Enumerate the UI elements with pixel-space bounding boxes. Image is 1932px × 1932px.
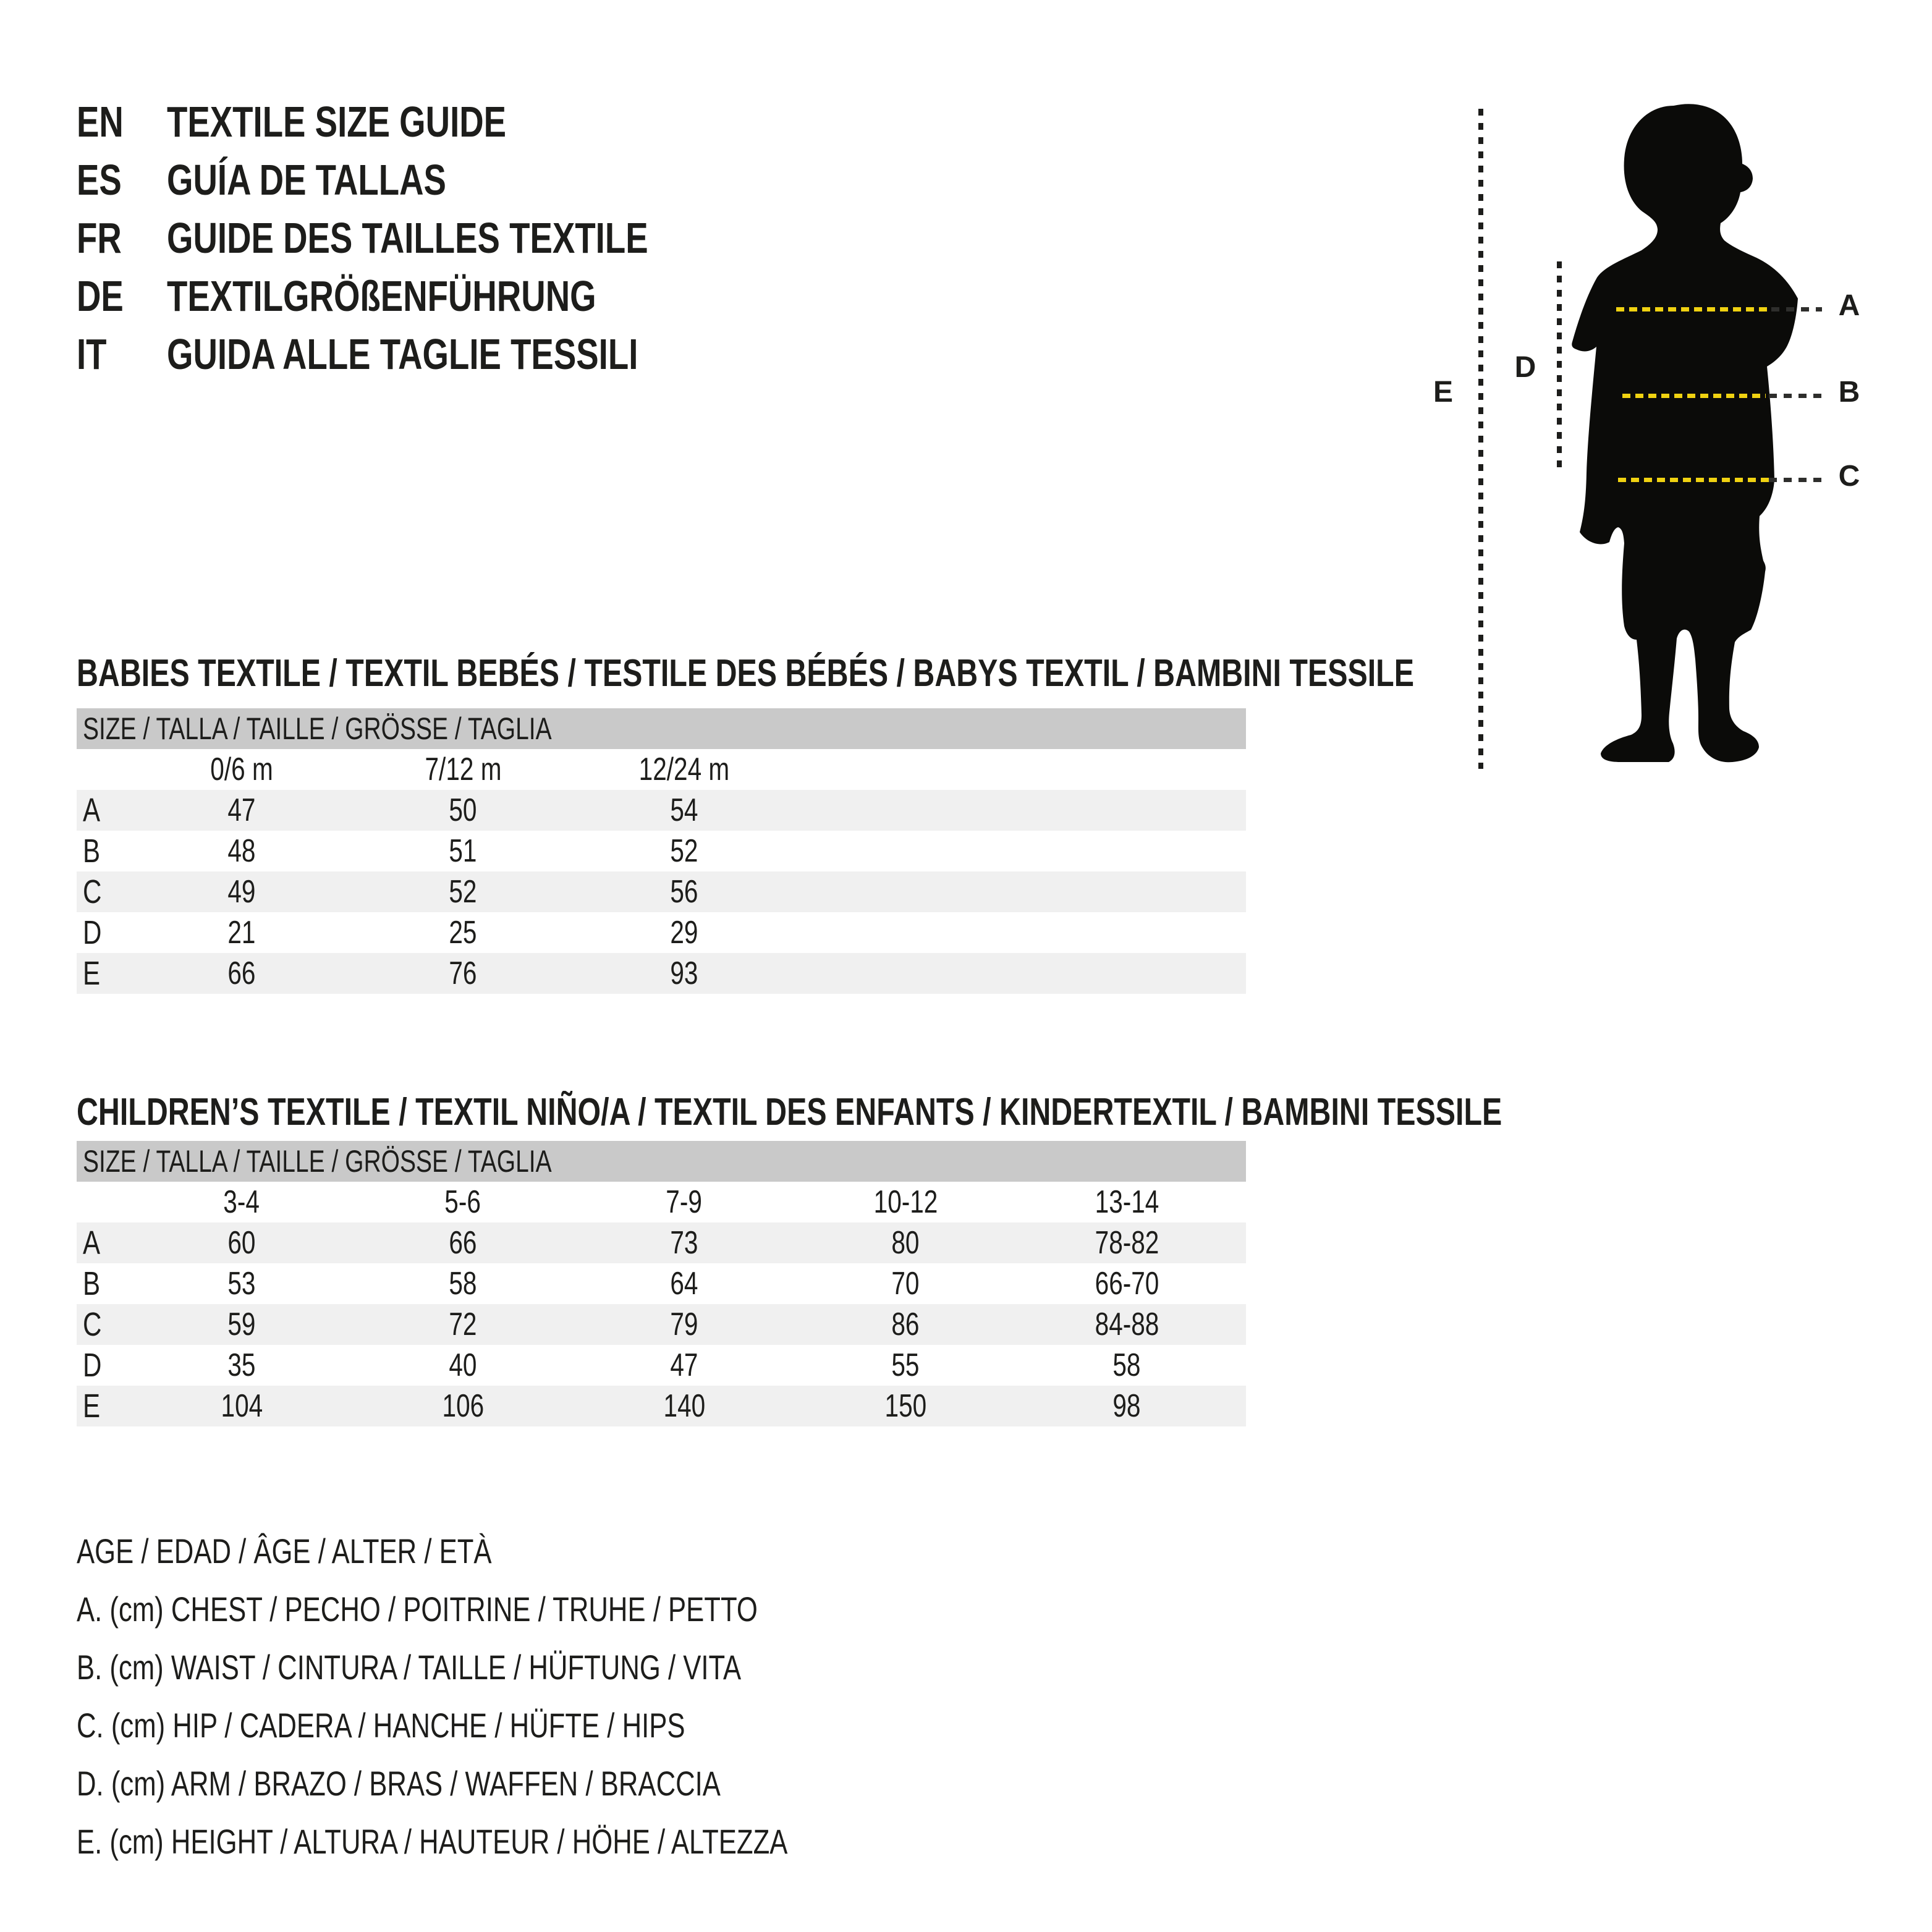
- legend-line-hip: C. (cm) HIP / CADERA / HANCHE / HÜFTE / HIPS: [77, 1705, 685, 1745]
- table-row: [77, 790, 1246, 831]
- children-table-header: SIZE / TALLA / TAILLE / GRÖSSE / TAGLIA: [77, 1141, 1246, 1182]
- language-code: FR: [77, 214, 122, 262]
- value-cell: 35: [227, 1347, 256, 1383]
- value-cell: 72: [449, 1307, 477, 1342]
- language-title: TEXTILGRÖßENFÜHRUNG: [167, 272, 596, 320]
- waist-measure-leader: [1769, 394, 1822, 398]
- value-cell: 76: [449, 955, 477, 991]
- column-header: 12/24 m: [638, 752, 730, 787]
- language-code: DE: [77, 272, 124, 320]
- language-row-fr: [77, 209, 784, 267]
- value-cell: 140: [663, 1388, 705, 1424]
- row-label: C: [83, 1306, 102, 1343]
- language-code: EN: [77, 98, 124, 146]
- value-cell: 58: [449, 1266, 477, 1302]
- row-label: D: [83, 1347, 102, 1384]
- value-cell: 55: [891, 1347, 920, 1383]
- language-row-it: [77, 325, 784, 383]
- value-cell: 93: [670, 955, 698, 991]
- value-cell: 51: [449, 833, 477, 869]
- language-code: ES: [77, 156, 122, 204]
- language-title: GUIDE DES TAILLES TEXTILE: [167, 214, 648, 262]
- row-label: E: [83, 955, 101, 992]
- column-header: 5-6: [444, 1184, 481, 1220]
- hip-measure-line: [1618, 478, 1769, 482]
- value-cell: 84-88: [1095, 1307, 1159, 1342]
- value-cell: 49: [227, 874, 256, 910]
- value-cell: 58: [1112, 1347, 1141, 1383]
- babies-size-table: [77, 708, 1246, 994]
- language-title: GUÍA DE TALLAS: [167, 156, 446, 204]
- value-cell: 98: [1112, 1388, 1141, 1424]
- babies-column-header-row: [77, 749, 1246, 790]
- value-cell: 54: [670, 792, 698, 828]
- value-cell: 47: [227, 792, 256, 828]
- figure-label-d: D: [1514, 351, 1536, 384]
- value-cell: 79: [670, 1307, 698, 1342]
- chest-measure-leader: [1771, 307, 1822, 311]
- table-row: [77, 1263, 1246, 1304]
- legend-line-age: AGE / EDAD / ÂGE / ALTER / ETÀ: [77, 1531, 492, 1570]
- column-header: 0/6 m: [210, 752, 273, 787]
- value-cell: 66: [449, 1225, 477, 1261]
- children-column-header-row: [77, 1182, 1246, 1222]
- value-cell: 86: [891, 1307, 920, 1342]
- value-cell: 106: [442, 1388, 484, 1424]
- figure-label-e: E: [1433, 376, 1453, 409]
- value-cell: 104: [221, 1388, 263, 1424]
- value-cell: 21: [227, 915, 256, 951]
- child-silhouette: [1570, 102, 1800, 768]
- language-list: [77, 93, 784, 383]
- row-label: D: [83, 914, 102, 951]
- row-label: C: [83, 873, 102, 910]
- table-row: [77, 871, 1246, 912]
- table-row: [77, 1386, 1246, 1426]
- value-cell: 150: [884, 1388, 926, 1424]
- column-header: 7-9: [666, 1184, 703, 1220]
- column-header: 13-14: [1095, 1184, 1159, 1220]
- value-cell: 80: [891, 1225, 920, 1261]
- legend-line-height: E. (cm) HEIGHT / ALTURA / HAUTEUR / HÖHE / ALTEZZA: [77, 1821, 788, 1861]
- waist-measure-line: [1622, 394, 1766, 398]
- value-cell: 53: [227, 1266, 256, 1302]
- table-row: [77, 1222, 1246, 1263]
- value-cell: 52: [670, 833, 698, 869]
- language-row-es: [77, 151, 784, 209]
- column-header: 3-4: [223, 1184, 260, 1220]
- hip-measure-leader: [1769, 478, 1822, 482]
- row-label: A: [83, 1224, 101, 1261]
- children-size-table: [77, 1141, 1246, 1426]
- figure-label-a: A: [1838, 289, 1860, 322]
- figure-label-c: C: [1838, 460, 1860, 493]
- column-header: 10-12: [873, 1184, 938, 1220]
- row-label: B: [83, 1265, 101, 1302]
- value-cell: 50: [449, 792, 477, 828]
- value-cell: 52: [449, 874, 477, 910]
- value-cell: 60: [227, 1225, 256, 1261]
- column-header: 7/12 m: [424, 752, 501, 787]
- arm-measure-line: [1557, 261, 1562, 470]
- row-label: E: [83, 1388, 101, 1425]
- row-label: B: [83, 833, 101, 870]
- language-code: IT: [77, 330, 107, 378]
- value-cell: 40: [449, 1347, 477, 1383]
- value-cell: 48: [227, 833, 256, 869]
- babies-table-header: SIZE / TALLA / TAILLE / GRÖSSE / TAGLIA: [77, 708, 1246, 749]
- table-row: [77, 912, 1246, 953]
- chest-measure-line: [1616, 307, 1768, 311]
- value-cell: 70: [891, 1266, 920, 1302]
- table-row: [77, 1304, 1246, 1345]
- language-title: TEXTILE SIZE GUIDE: [167, 98, 507, 146]
- legend-line-chest: A. (cm) CHEST / PECHO / POITRINE / TRUHE / PETTO: [77, 1589, 758, 1629]
- language-title: GUIDA ALLE TAGLIE TESSILI: [167, 330, 638, 378]
- value-cell: 56: [670, 874, 698, 910]
- value-cell: 64: [670, 1266, 698, 1302]
- table-row: [77, 1345, 1246, 1386]
- language-row-en: [77, 93, 784, 151]
- children-section-title: CHILDREN’S TEXTILE / TEXTIL NIÑO/A / TEXTIL DES ENFANTS / KINDERTEXTIL / BAMBINI TESSILE: [77, 1090, 1502, 1133]
- legend-line-arm: D. (cm) ARM / BRAZO / BRAS / WAFFEN / BRACCIA: [77, 1763, 721, 1803]
- value-cell: 25: [449, 915, 477, 951]
- babies-section-title: BABIES TEXTILE / TEXTIL BEBÉS / TESTILE DES BÉBÉS / BABYS TEXTIL / BAMBINI TESSILE: [77, 651, 1414, 695]
- value-cell: 73: [670, 1225, 698, 1261]
- value-cell: 66-70: [1095, 1266, 1159, 1302]
- value-cell: 29: [670, 915, 698, 951]
- value-cell: 47: [670, 1347, 698, 1383]
- table-row: [77, 831, 1246, 871]
- value-cell: 78-82: [1095, 1225, 1159, 1261]
- value-cell: 59: [227, 1307, 256, 1342]
- measurement-legend: [77, 1522, 988, 1870]
- row-label: A: [83, 792, 101, 829]
- value-cell: 66: [227, 955, 256, 991]
- legend-line-waist: B. (cm) WAIST / CINTURA / TAILLE / HÜFTUNG / VITA: [77, 1647, 742, 1687]
- language-row-de: [77, 267, 784, 325]
- table-row: [77, 953, 1246, 994]
- figure-label-b: B: [1838, 376, 1860, 409]
